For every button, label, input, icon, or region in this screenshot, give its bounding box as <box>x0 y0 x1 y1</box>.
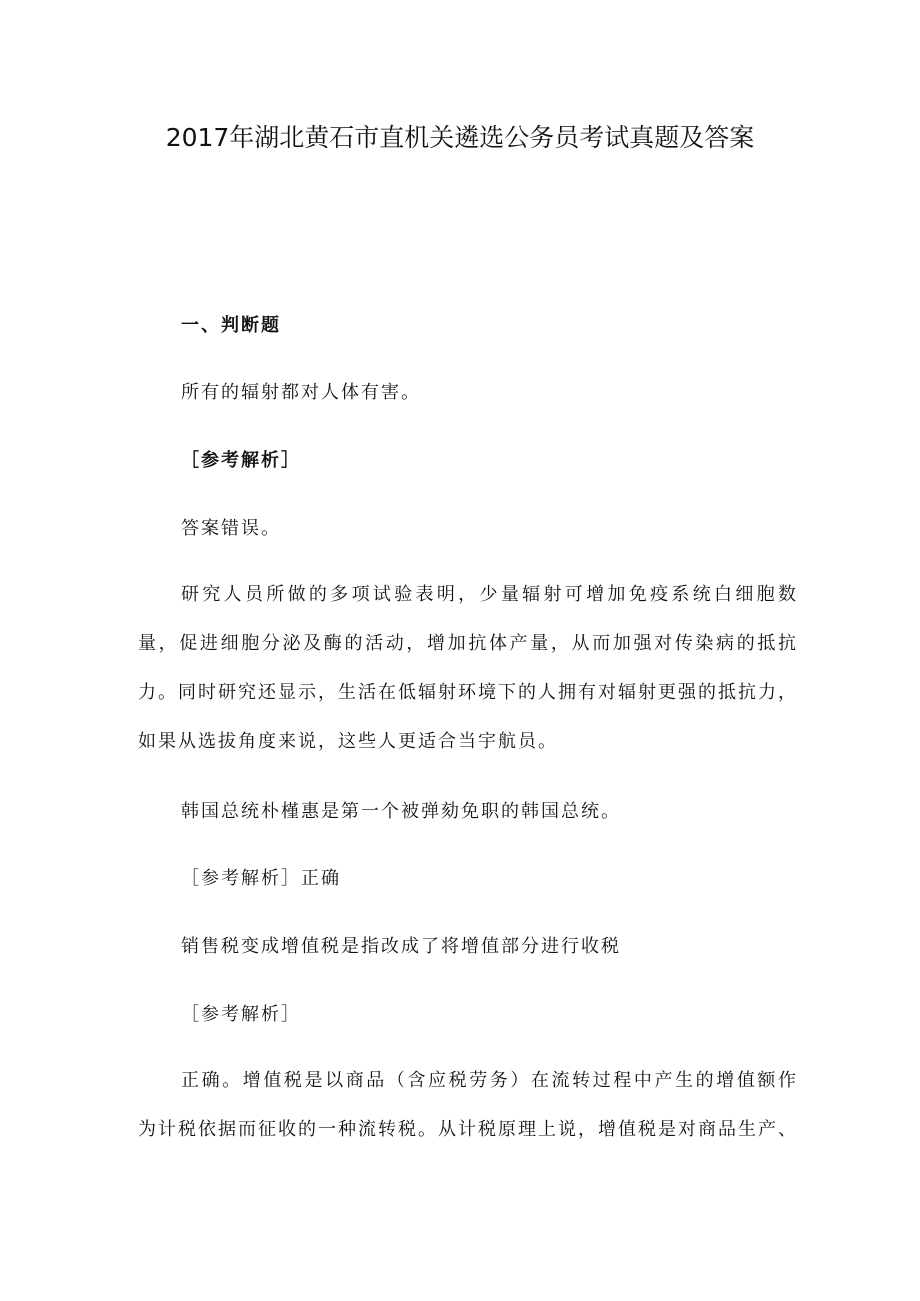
document-title: 2017年湖北黄石市直机关遴选公务员考试真题及答案 <box>165 123 755 152</box>
question-3-statement: 销售税变成增值税是指改成了将增值部分进行收税 <box>181 936 621 957</box>
question-1-analysis-label: ［参考解析］ <box>181 450 301 471</box>
question-1-explanation: 研究人员所做的多项试验表明，少量辐射可增加免疫系统白细胞数量，促进细胞分泌及酶的活动，增加抗体产量，从而加强对传染病的抵抗力。同时研究还显示，生活在低辐射环境下的人拥有对辐射更强的抵抗力，如果从选拔角度来说，这些人更适合当宇航员。 <box>138 584 798 752</box>
section-heading: 一、判断题 <box>181 315 281 336</box>
question-3-analysis-label: ［参考解析］ <box>181 1004 301 1025</box>
question-2-analysis: ［参考解析］正确 <box>181 868 341 889</box>
question-3-explanation: 正确。增值税是以商品（含应税劳务）在流转过程中产生的增值额作为计税依据而征收的一种流转税。从计税原理上说，增值税是对商品生产、 <box>138 1070 798 1140</box>
question-1-answer: 答案错误。 <box>181 518 281 539</box>
question-1-statement: 所有的辐射都对人体有害。 <box>181 382 421 403</box>
question-2-statement: 韩国总统朴槿惠是第一个被弹劾免职的韩国总统。 <box>181 801 621 822</box>
